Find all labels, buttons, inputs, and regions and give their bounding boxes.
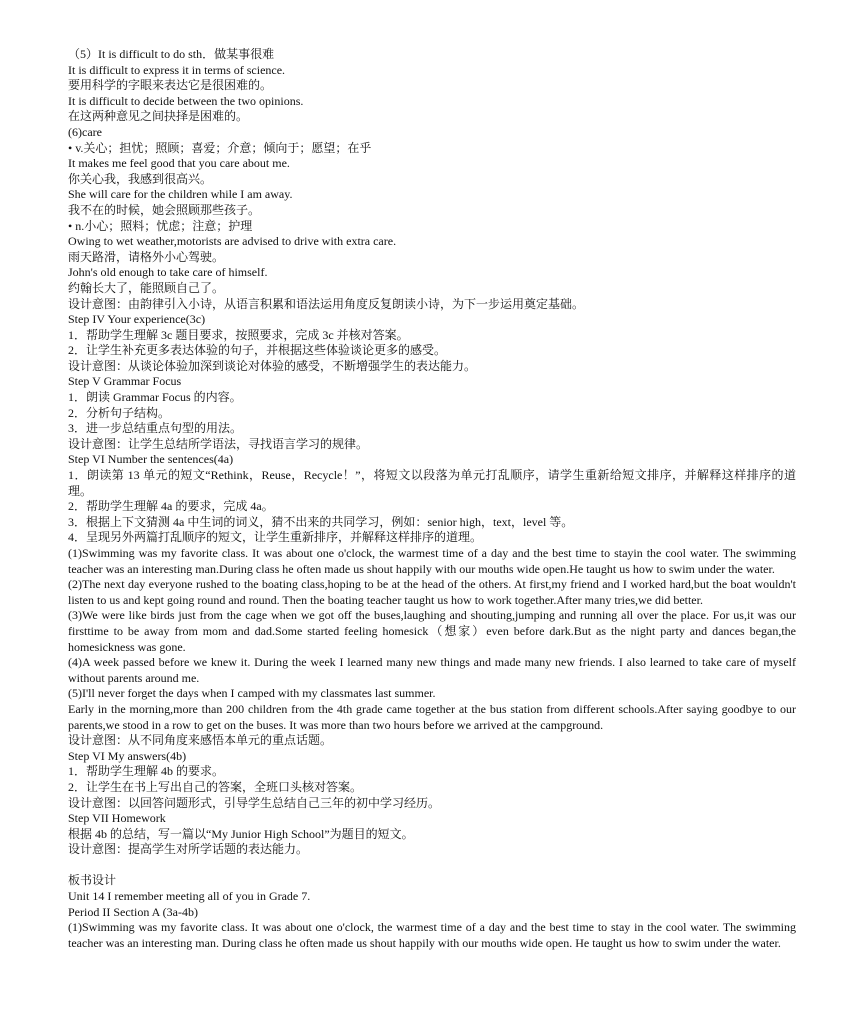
document-page [68, 47, 796, 951]
text-line: It is difficult to express it in terms of science. [68, 62, 286, 77]
step-item: 4．呈现另外两篇打乱顺序的短文，让学生重新排序，并解释这样排序的道理。 [68, 530, 483, 545]
text-line: (6)care [68, 124, 102, 139]
step-heading: Step V Grammar Focus [68, 374, 182, 389]
text-line: 要用科学的字眼来表达它是很困难的。 [68, 78, 273, 93]
step-heading: Step IV Your experience(3c) [68, 312, 206, 327]
text-line: （5）It is difficult to do sth．做某事很难 [68, 47, 275, 61]
text-line: It is difficult to decide between the two opinions. [68, 93, 304, 108]
blank-line [68, 858, 796, 874]
text-line: • v.关心；担忧；照顾；喜爱；介意；倾向于；愿望；在乎 [68, 140, 372, 155]
text-line: 你关心我，我感到很高兴。 [68, 171, 213, 186]
reading-paragraph: (3)We were like birds just from the cage when we got off the buses,laughing and shouting,jumping and running all over the place. For us,it was our firsttime to be away from mom and dad.Some started feeling homesick（想家）even before dark.But as the night party and dances began,the homesickness was gone. [68, 608, 796, 654]
text-line: 雨天路滑，请格外小心驾驶。 [68, 249, 225, 264]
text-line: 根据 4b 的总结，写一篇以“My Junior High School”为题目的短文。 [68, 826, 414, 841]
reading-paragraph: (2)The next day everyone rushed to the boating class,hoping to be at the head of the others. At first,my friend and I worked hard,but the boat wouldn't listen to us and kept going round and round. Then the boating teacher taught us how to work together.After many tries,we did better. [68, 577, 796, 607]
design-intent: 设计意图：让学生总结所学语法，寻找语言学习的规律。 [68, 436, 369, 451]
step-item: 2．帮助学生理解 4a 的要求，完成 4a。 [68, 499, 274, 514]
text-line: 2．让学生在书上写出自己的答案，全班口头核对答案。 [68, 779, 363, 794]
text-line: 3．进一步总结重点句型的用法。 [68, 421, 243, 436]
text-line: • n.小心；照料；忧虑；注意；护理 [68, 218, 253, 233]
design-intent: 设计意图：从不同角度来感悟本单元的重点话题。 [68, 733, 333, 748]
reading-paragraph: (1)Swimming was my favorite class. It was about one o'clock, the warmest time of a day and the best time to stayin the cool water. The swimming teacher was an interesting man.During class he often made us shout happily with our mouths wide open.He taught us how to swim under the water. [68, 546, 796, 576]
text-line: Owing to wet weather,motorists are advised to drive with extra care. [68, 234, 397, 249]
text-line: 在这两种意见之间抉择是困难的。 [68, 109, 249, 124]
board-period: Period II Section A (3a-4b) [68, 904, 198, 919]
text-line: 约翰长大了，能照顾自己了。 [68, 280, 225, 295]
design-intent: 设计意图：提高学生对所学话题的表达能力。 [68, 842, 309, 857]
design-intent: 设计意图：由韵律引入小诗，从语言积累和语法运用角度反复朗读小诗，为下一步运用奠定基础。 [68, 296, 585, 311]
board-unit-title: Unit 14 I remember meeting all of you in Grade 7. [68, 889, 311, 904]
text-line: She will care for the children while I am away. [68, 187, 293, 202]
text-line: John's old enough to take care of himself. [68, 265, 268, 280]
text-line: 我不在的时候，她会照顾那些孩子。 [68, 202, 261, 217]
step-heading: Step VI My answers(4b) [68, 748, 187, 763]
reading-paragraph: Early in the morning,more than 200 children from the 4th grade came together at the bus station from different schools.After saying goodbye to our parents,we stood in a row to get on the buses. It was more than two hours before we arrived at the campground. [68, 701, 796, 732]
design-intent: 设计意图：以回答问题形式，引导学生总结自己三年的初中学习经历。 [68, 795, 441, 810]
text-line: 1．帮助学生理解 4b 的要求。 [68, 764, 225, 779]
text-line: 1．朗读 Grammar Focus 的内容。 [68, 390, 242, 405]
step-item: 1．朗读第 13 单元的短文“Rethink，Reuse，Recycle！”，将短文以段落为单元打乱顺序，请学生重新给短文排序，并解释这样排序的道理。 [68, 468, 796, 498]
text-line: 2．分析句子结构。 [68, 405, 171, 420]
design-intent: 设计意图：从谈论体验加深到谈论对体验的感受，不断增强学生的表达能力。 [68, 358, 477, 373]
board-paragraph: (1)Swimming was my favorite class. It was about one o'clock, the warmest time of a day and the best time to stay in the cool water. The swimming teacher was an interesting man. During class he often made us shout happily with our mouths wide open. He taught us how to swim under the water. [68, 920, 796, 950]
board-heading: 板书设计 [68, 873, 117, 888]
text-line: It makes me feel good that you care about me. [68, 156, 290, 171]
step-heading: Step VII Homework [68, 811, 166, 826]
step-heading: Step VI Number the sentences(4a) [68, 452, 234, 467]
reading-paragraph: (5)I'll never forget the days when I camped with my classmates last summer. [68, 686, 436, 701]
text-line: 1．帮助学生理解 3c 题目要求，按照要求，完成 3c 并核对答案。 [68, 327, 409, 342]
reading-paragraph: (4)A week passed before we knew it. During the week I learned many new things and made many new friends. I also learned to take care of myself without parents around me. [68, 655, 796, 685]
step-item: 3．根据上下文猜测 4a 中生词的词义，猜不出来的共同学习，例如：senior high，text，level 等。 [68, 514, 574, 529]
text-line: 2．让学生补充更多表达体验的句子，并根据这些体验谈论更多的感受。 [68, 343, 447, 358]
